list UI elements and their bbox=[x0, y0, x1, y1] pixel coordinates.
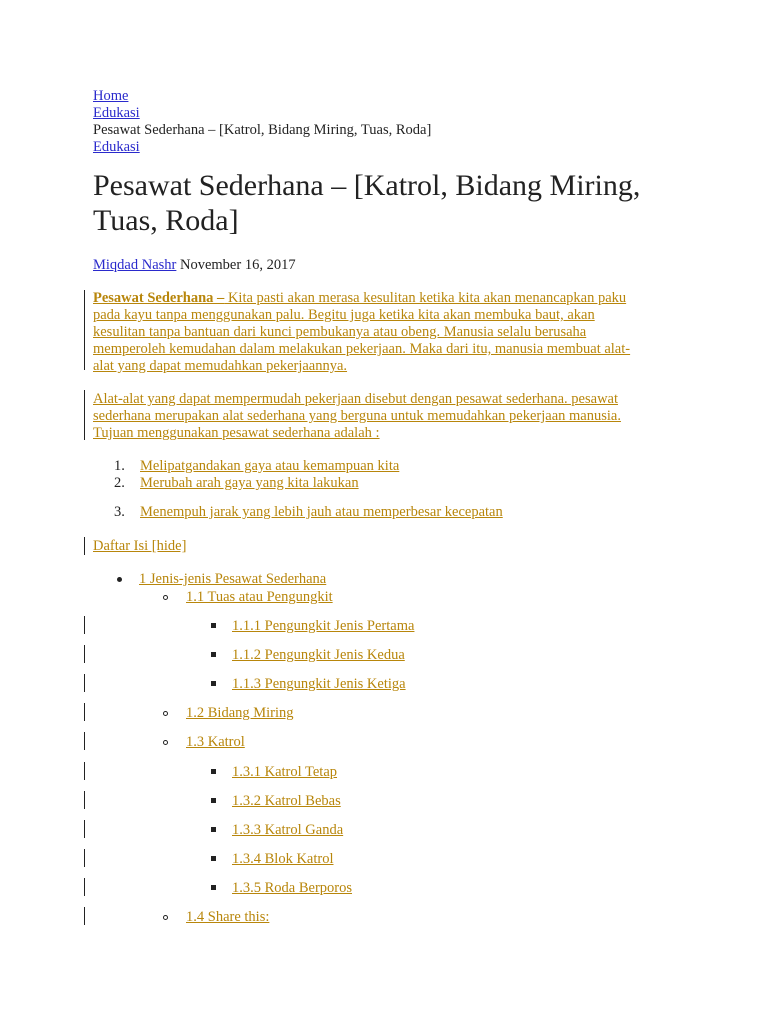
toc-toggle-link[interactable]: Daftar Isi [hide] bbox=[93, 538, 187, 554]
bullet-square-icon bbox=[211, 681, 216, 686]
list-item: 3. Menempuh jarak yang lebih jauh atau memperbesar kecepatan bbox=[114, 504, 503, 520]
category-tag-link[interactable]: Edukasi bbox=[93, 139, 140, 155]
byline bbox=[93, 256, 296, 274]
paragraph-bar bbox=[84, 791, 85, 809]
purpose-line-3: Tujuan menggunakan pesawat sederhana adalah : bbox=[93, 425, 380, 441]
toc-link-1-3[interactable]: 1.3 Katrol bbox=[186, 734, 245, 750]
bullet-circle-icon bbox=[163, 740, 168, 745]
bullet-disc-icon bbox=[117, 577, 122, 582]
paragraph-bar bbox=[84, 849, 85, 867]
paragraph-bar bbox=[84, 537, 85, 555]
toc-link-1-3-4[interactable]: 1.3.4 Blok Katrol bbox=[232, 851, 334, 867]
paragraph-bar bbox=[84, 907, 85, 925]
breadcrumb bbox=[93, 88, 431, 156]
breadcrumb-current: Pesawat Sederhana – [Katrol, Bidang Miring, Tuas, Roda] bbox=[93, 122, 432, 138]
toc-link-1-4[interactable]: 1.4 Share this: bbox=[186, 909, 270, 925]
intro-bold: Pesawat Sederhana – bbox=[93, 290, 225, 306]
intro-paragraph-link[interactable] bbox=[93, 290, 673, 375]
intro-line-4: memperoleh kemudahan dalam melakukan pekerjaan. Maka dari itu, manusia membuat alat- bbox=[93, 341, 631, 357]
toc-link-1[interactable]: 1 Jenis-jenis Pesawat Sederhana bbox=[139, 571, 327, 587]
purpose-line-1: Alat-alat yang dapat mempermudah pekerjaan disebut dengan pesawat sederhana. pesawat bbox=[93, 391, 619, 407]
paragraph-bar bbox=[84, 820, 85, 838]
bullet-circle-icon bbox=[163, 915, 168, 920]
bullet-circle-icon bbox=[163, 711, 168, 716]
intro-line-5: alat yang dapat memudahkan pekerjaannya. bbox=[93, 358, 348, 374]
toc-link-1-1-3[interactable]: 1.1.3 Pengungkit Jenis Ketiga bbox=[232, 676, 406, 692]
paragraph-bar bbox=[84, 762, 85, 780]
bullet-circle-icon bbox=[163, 595, 168, 600]
paragraph-bar bbox=[84, 390, 85, 440]
goal-link-1[interactable]: Melipatgandakan gaya atau kemampuan kita bbox=[140, 458, 400, 474]
toc-link-1-3-3[interactable]: 1.3.3 Katrol Ganda bbox=[232, 822, 344, 838]
paragraph-bar bbox=[84, 703, 85, 721]
bullet-square-icon bbox=[211, 827, 216, 832]
toc-link-1-3-5[interactable]: 1.3.5 Roda Berporos bbox=[232, 880, 353, 896]
page-title: Pesawat Sederhana – [Katrol, Bidang Miring, Tuas, Roda] bbox=[93, 169, 641, 237]
toc-link-1-1-1[interactable]: 1.1.1 Pengungkit Jenis Pertama bbox=[232, 618, 415, 634]
list-item: 1. Melipatgandakan gaya atau kemampuan kita bbox=[114, 458, 400, 474]
author-link[interactable]: Miqdad Nashr bbox=[93, 257, 177, 273]
post-date: November 16, 2017 bbox=[180, 257, 296, 273]
list-item: 2. Merubah arah gaya yang kita lakukan bbox=[114, 475, 359, 491]
purpose-line-2: sederhana merupakan alat sederhana yang berguna untuk memudahkan pekerjaan manusia. bbox=[93, 408, 621, 424]
bullet-square-icon bbox=[211, 885, 216, 890]
intro-line-1: Pesawat Sederhana – Kita pasti akan merasa kesulitan ketika kita akan menancapkan paku bbox=[93, 290, 627, 306]
toc-link-1-1-2[interactable]: 1.1.2 Pengungkit Jenis Kedua bbox=[232, 647, 405, 663]
bullet-square-icon bbox=[211, 798, 216, 803]
paragraph-bar bbox=[84, 674, 85, 692]
paragraph-bar bbox=[84, 616, 85, 634]
toc-link-1-2[interactable]: 1.2 Bidang Miring bbox=[186, 705, 294, 721]
paragraph-bar bbox=[84, 645, 85, 663]
goal-link-2[interactable]: Merubah arah gaya yang kita lakukan bbox=[140, 475, 359, 491]
paragraph-bar bbox=[84, 290, 85, 370]
goal-link-3[interactable]: Menempuh jarak yang lebih jauh atau memperbesar kecepatan bbox=[140, 504, 503, 520]
bullet-square-icon bbox=[211, 652, 216, 657]
toc-link-1-3-1[interactable]: 1.3.1 Katrol Tetap bbox=[232, 764, 338, 780]
toc-link-1-1[interactable]: 1.1 Tuas atau Pengungkit bbox=[186, 589, 333, 605]
breadcrumb-home-link[interactable]: Home bbox=[93, 88, 129, 104]
bullet-square-icon bbox=[211, 856, 216, 861]
paragraph-bar bbox=[84, 878, 85, 896]
breadcrumb-category-link[interactable]: Edukasi bbox=[93, 105, 140, 121]
paragraph-bar bbox=[84, 732, 85, 750]
bullet-square-icon bbox=[211, 623, 216, 628]
toc-link-1-3-2[interactable]: 1.3.2 Katrol Bebas bbox=[232, 793, 341, 809]
bullet-square-icon bbox=[211, 769, 216, 774]
intro-line-3: kesulitan tanpa bantuan dari kunci pembukanya atau obeng. Manusia selalu berusaha bbox=[93, 324, 587, 340]
purpose-paragraph-link[interactable] bbox=[93, 391, 673, 442]
intro-line-2: pada kayu tanpa menggunakan palu. Begitu juga ketika kita akan membuka baut, akan bbox=[93, 307, 595, 323]
